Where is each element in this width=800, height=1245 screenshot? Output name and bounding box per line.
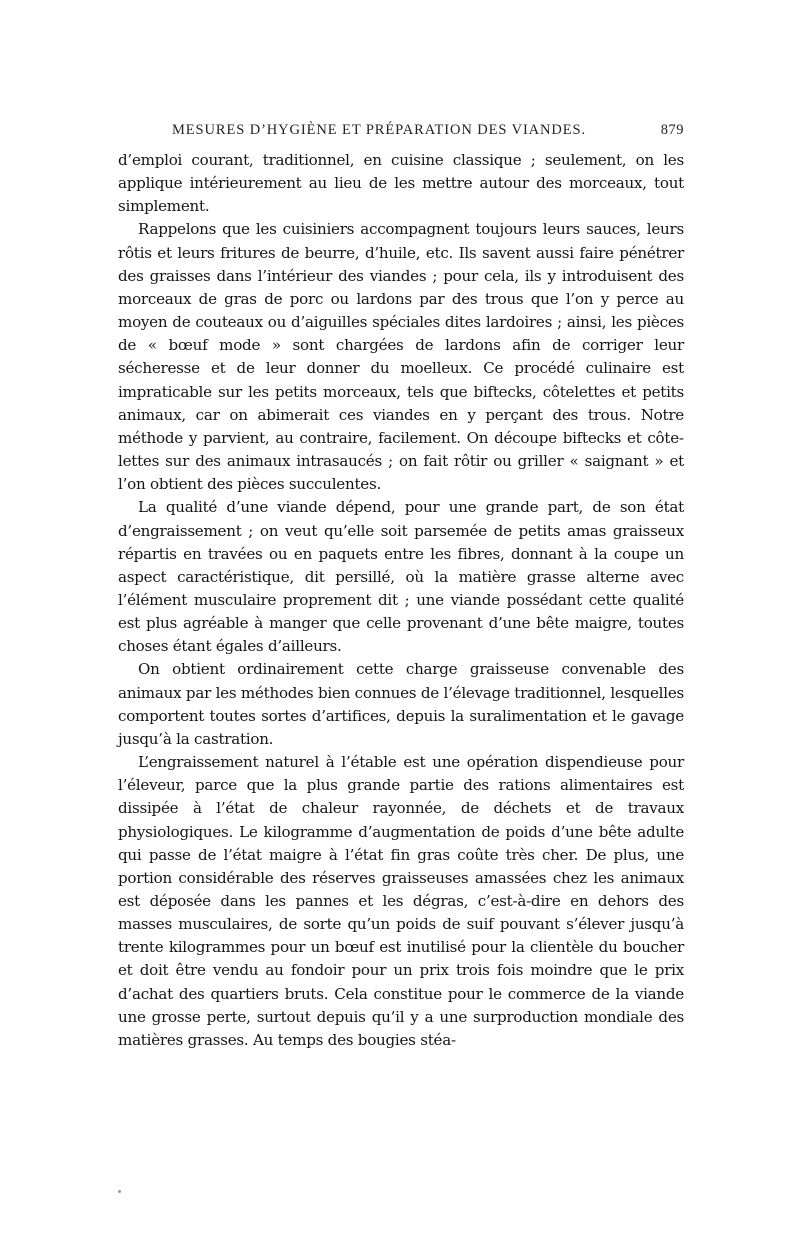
body-text — [118, 149, 684, 1052]
paragraph-charge-graisseuse: On obtient ordinairement cette charge graisseuse convenable des animaux par les méthodes bien connues de l’élevage traditionnel, lesquelles comportent toutes sortes d’artifices, depuis la suralimentation et le gavage jusqu’à la castration. — [118, 660, 684, 748]
book-page — [118, 118, 684, 1052]
paragraph-cuisiniers: Rappelons que les cuisiniers accompagnent toujours leurs sauces, leurs rôtis et leurs fritures de beurre, d’huile, etc. Ils savent aussi faire pénétrer des graisses dans l’intérieur des viandes ; pour cela, ils y introduisent des morceaux de gras de porc ou lardons par des trous que l’on y perce au moyen de couteaux ou d’aiguilles spéciales dites lardoires ; ainsi, les pièces de « bœuf mode » sont chargées de lardons afin de corriger leur sécheresse et de leur donner du moelleux. Ce procédé culinaire est impraticable sur les petits morceaux, tels que biftecks, côtelettes et petits animaux, car on abimerait ces viandes en y perçant des trous. Notre méthode y parvient, au contraire, facilement. On découpe biftecks et côtelettes sur des animaux intrasaucés ; on fait rôtir ou griller « saignant » et l’on obtient des pièces succulentes. — [118, 220, 684, 494]
running-head — [118, 118, 684, 142]
paragraph-engraissement: L’engraissement naturel à l’étable est une opération dispendieuse pour l’éleveur, parce que la plus grande partie des rations alimentaires est dissipée à l’état de chaleur rayonnée, de déchets et de travaux physiologiques. Le kilogramme d’augmentation de poids d’une bête adulte qui passe de l’état maigre à l’état fin gras coûte très cher. De plus, une portion considérable des réserves graisseuses amassées chez les animaux est déposée dans les pannes et les dégras, c’est-à-dire en dehors des masses musculaires, de sorte qu’un poids de suif pouvant s’élever jusqu’à trente kilogrammes pour un bœuf est inutilisé pour la clientèle du boucher et doit être vendu au fondoir pour un prix trois fois moindre que le prix d’achat des quartiers bruts. Cela constitue pour le commerce de la viande une grosse perte, surtout depuis qu’il y a une surproduction mondiale des matières grasses. Au temps des bougies stéa- — [118, 753, 684, 1049]
page-number: 879 — [660, 122, 684, 138]
print-speck — [118, 1190, 121, 1193]
paragraph-continued: d’emploi courant, traditionnel, en cuisine classique ; seulement, on les applique intérieurement au lieu de les mettre autour des morceaux, tout simplement. — [118, 151, 684, 216]
paragraph-qualite: La qualité d’une viande dépend, pour une grande part, de son état d’engraissement ; on veut qu’elle soit parsemée de petits amas graisseux répartis en travées ou en paquets entre les fibres, donnant à la coupe un aspect caractéristique, dit persillé, où la matière grasse alterne avec l’élément musculaire proprement dit ; une viande possédant cette qualité est plus agréable à manger que celle provenant d’une bête maigre, toutes choses étant égales d’ailleurs. — [118, 498, 684, 656]
running-head-title: MESURES D’HYGIÈNE ET PRÉPARATION DES VIANDES. — [172, 122, 587, 138]
